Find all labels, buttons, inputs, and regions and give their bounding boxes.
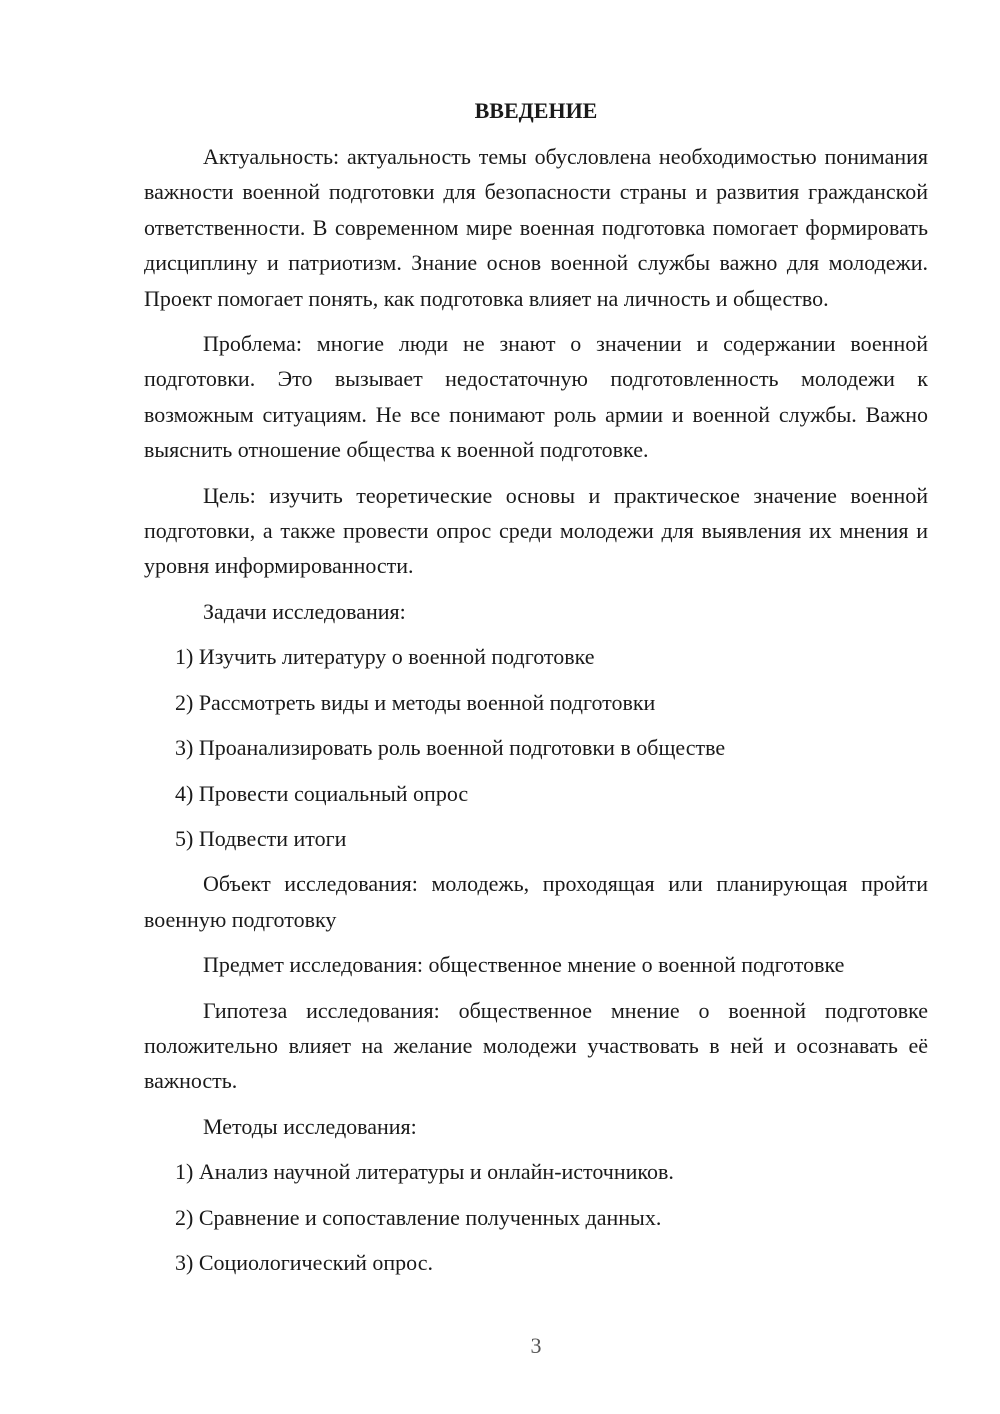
tasks-heading: Задачи исследования:: [203, 598, 406, 624]
tasks-list: [144, 639, 928, 856]
methods-list: [144, 1154, 928, 1280]
list-item: 5) Подвести итоги: [175, 825, 347, 851]
list-item: 1) Изучить литературу о военной подготовке: [175, 644, 595, 670]
page-content: [144, 96, 928, 1290]
list-item: 4) Провести социальный опрос: [175, 780, 469, 806]
list-item: 3) Проанализировать роль военной подготовки в обществе: [175, 735, 726, 761]
subject-paragraph: Предмет исследования: общественное мнение о военной подготовке: [203, 952, 845, 978]
list-item: 2) Сравнение и сопоставление полученных данных.: [175, 1204, 662, 1230]
hypothesis-paragraph: Гипотеза исследования: общественное мнение о военной подготовке положительно влияет на желание молодежи участвовать в ней и осознавать её важность.: [144, 997, 928, 1094]
problem-paragraph: Проблема: многие люди не знают о значении и содержании военной подготовки. Это вызывает недостаточную подготовленность молодежи к возможным ситуациям. Не все понимают роль армии и военной службы. Важно выяснить отношение общества к военной подготовке.: [144, 331, 928, 463]
list-item: 3) Социологический опрос.: [175, 1249, 433, 1275]
object-paragraph: Объект исследования: молодежь, проходящая или планирующая пройти военную подготовку: [144, 871, 928, 932]
page-number: 3: [530, 1333, 542, 1358]
list-item: 2) Рассмотреть виды и методы военной подготовки: [175, 689, 656, 715]
page-title: ВВЕДЕНИЕ: [474, 98, 598, 123]
methods-heading: Методы исследования:: [203, 1113, 417, 1139]
list-item: 1) Анализ научной литературы и онлайн-источников.: [175, 1159, 674, 1185]
goal-paragraph: Цель: изучить теоретические основы и практическое значение военной подготовки, а также провести опрос среди молодежи для выявления их мнения и уровня информированности.: [144, 482, 928, 579]
relevance-paragraph: Актуальность: актуальность темы обусловлена необходимостью понимания важности военной подготовки для безопасности страны и развития гражданской ответственности. В современном мире военная подготовка помогает формировать дисциплину и патриотизм. Знание основ военной службы важно для молодежи. Проект помогает понять, как подготовка влияет на личность и общество.: [144, 144, 928, 311]
